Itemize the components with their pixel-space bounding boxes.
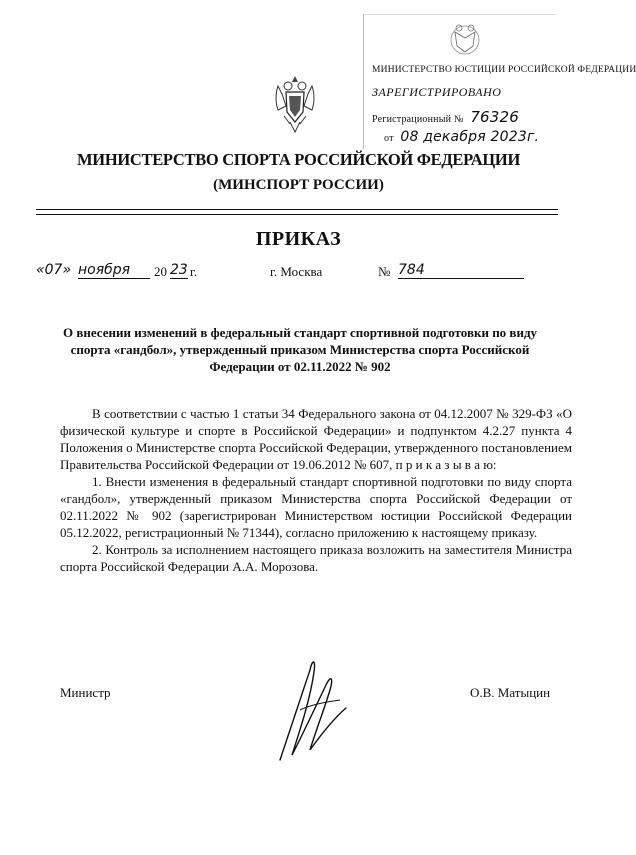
order-number-sign: № <box>378 264 391 279</box>
order-date-row <box>36 262 558 286</box>
order-title: ПРИКАЗ <box>255 228 342 250</box>
order-number: 784 <box>398 262 524 279</box>
signatory-name: О.В. Матыцин <box>470 685 551 700</box>
ministry-short-name: (МИНСПОРТ РОССИИ) <box>213 177 384 193</box>
stamp-registered-line: ЗАРЕГИСТРИРОВАНО <box>372 85 502 99</box>
signatory-title: Министр <box>60 685 111 700</box>
header-divider-thin <box>36 214 558 215</box>
stamp-reg-number: 76326 <box>470 108 520 126</box>
stamp-from-label: от <box>384 133 394 144</box>
order-body <box>60 405 572 575</box>
order-date-month: ноября <box>78 262 150 279</box>
stamp-reg-date: 08 декабря 2023г. <box>400 129 540 145</box>
handwritten-signature <box>270 650 350 765</box>
ministry-name: МИНИСТЕРСТВО СПОРТА РОССИЙСКОЙ ФЕДЕРАЦИИ <box>77 150 520 169</box>
stamp-date-line <box>384 129 552 145</box>
body-paragraph-item-1: 1. Внести изменения в федеральный стандарт спортивной подготовки по виду спорта «гандбол», утвержденный приказом Министерства спорта Российской Федерации от 02.11.2022 № 902 (зарегистрирован Министерством юстиции Российской Федерации 05.12.2022, регистрационный № 71344), согласно приложению к настоящему приказу. <box>60 474 572 540</box>
stamp-reg-number-line <box>372 108 552 126</box>
order-date-year-unit: г. <box>190 264 198 279</box>
order-city: г. Москва <box>270 264 323 279</box>
order-date-year-prefix: 20 <box>154 264 167 279</box>
order-date-year-suffix: 23 <box>170 262 188 278</box>
body-paragraph-item-2: 2. Контроль за исполнением настоящего приказа возложить на заместителя Министра спорта Российской Федерации А.А. Морозова. <box>60 542 572 574</box>
stamp-ministry-line: МИНИСТЕРСТВО ЮСТИЦИИ РОССИЙСКОЙ ФЕДЕРАЦИИ <box>372 65 636 75</box>
body-paragraph-preamble: В соответствии с частью 1 статьи 34 Федерального закона от 04.12.2007 № 329-ФЗ «О физической культуре и спорте в Российской Федерации» и подпунктом 4.2.27 пункта 4 Положения о Министерстве спорта Российской Федерации, утвержденного постановлением Правительства Российской Федерации от 19.06.2012 № 607, п р и к а з ы в а ю: <box>60 406 572 472</box>
stamp-reg-label: Регистрационный № <box>372 114 464 125</box>
coat-of-arms-icon <box>270 72 320 136</box>
order-date-day: «07» <box>36 262 72 278</box>
order-subject: О внесении изменений в федеральный стандарт спортивной подготовки по виду спорта «гандбол», утвержденный приказом Министерства спорта Российской Федерации от 02.11.2022 № 902 <box>62 325 538 374</box>
stamp-eagle-emblem-icon <box>440 18 490 58</box>
header-divider <box>36 209 558 210</box>
